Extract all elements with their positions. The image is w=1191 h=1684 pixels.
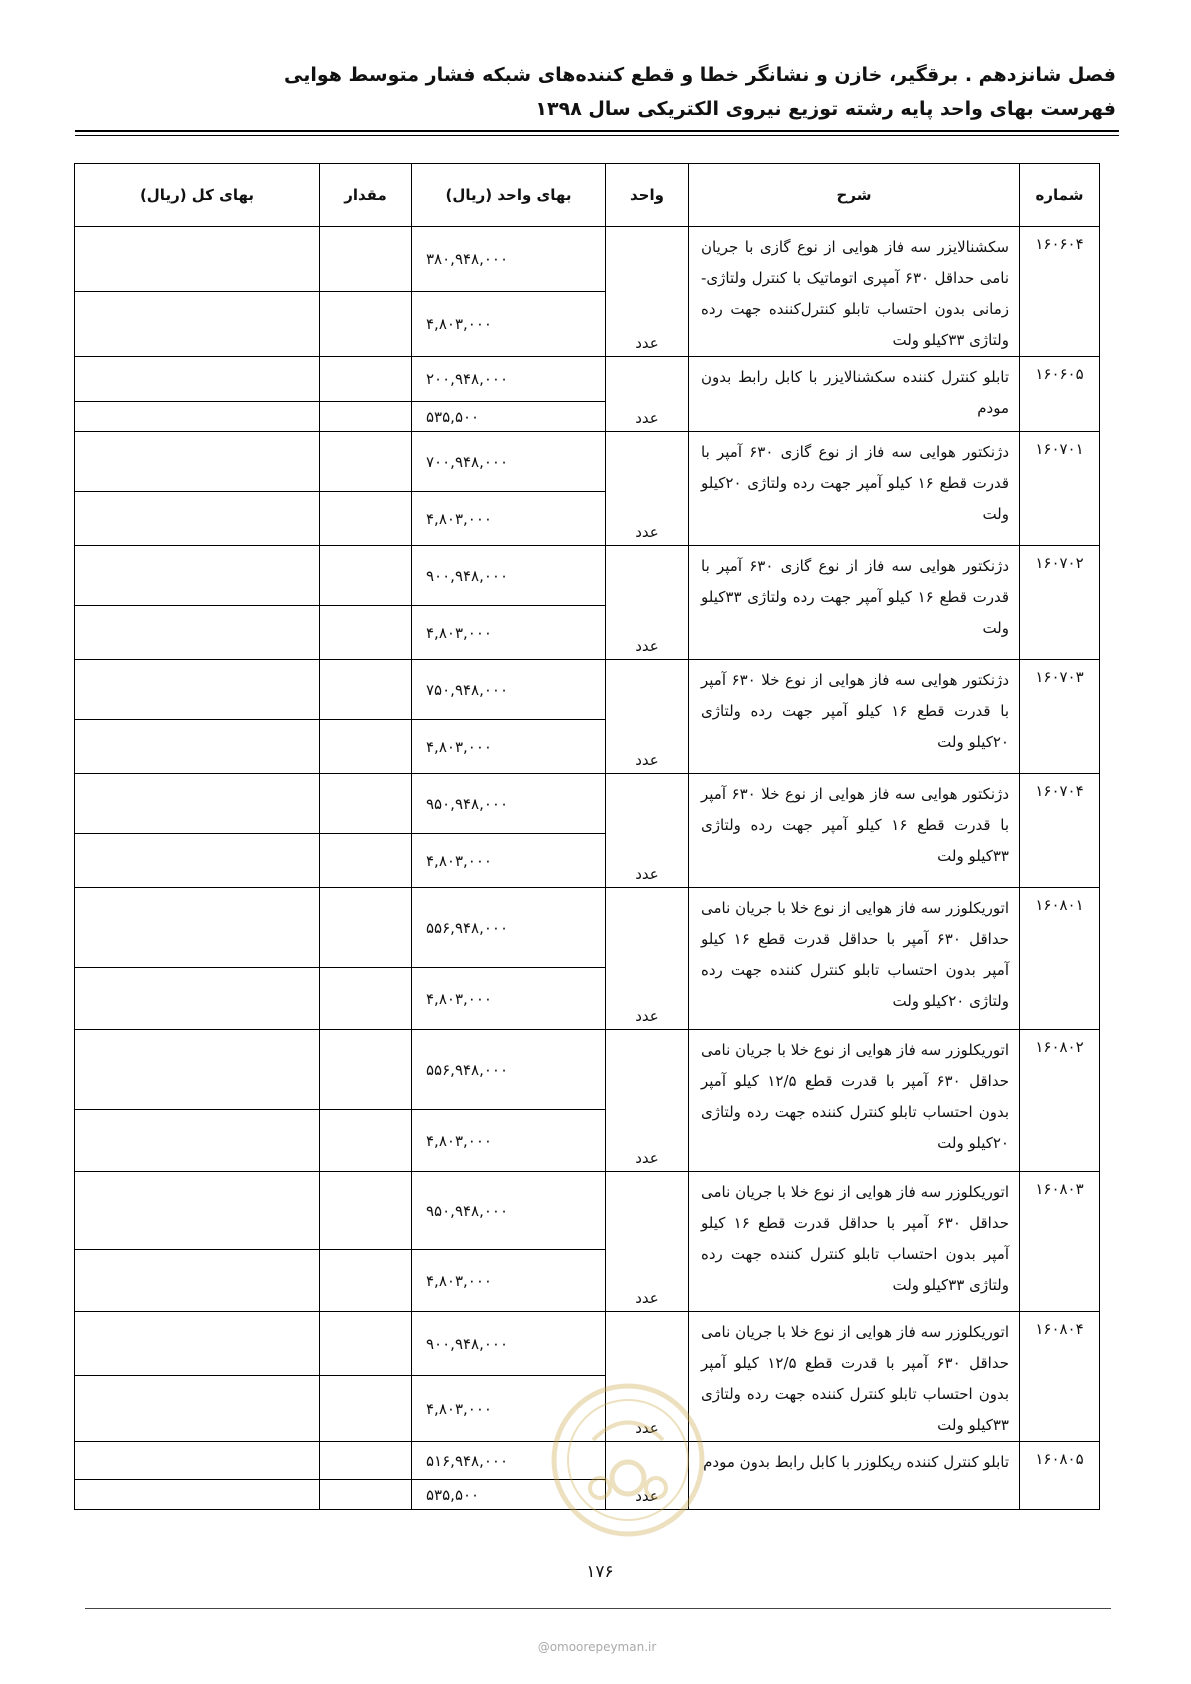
item-unit: عدد xyxy=(606,432,689,546)
header-total-price: بهای کل (ریال) xyxy=(75,164,320,227)
price-table xyxy=(74,163,1100,1510)
item-price-primary: ۵۵۶,۹۴۸,۰۰۰ xyxy=(412,1030,606,1110)
item-price-primary: ۵۵۶,۹۴۸,۰۰۰ xyxy=(412,888,606,968)
item-unit: عدد xyxy=(606,227,689,357)
header-unit: واحد xyxy=(606,164,689,227)
total-price-cell[interactable] xyxy=(75,432,320,492)
item-code: ۱۶۰۶۰۴ xyxy=(1020,227,1100,357)
total-price-cell[interactable] xyxy=(75,292,320,357)
table-header-row xyxy=(75,164,1100,227)
item-description: اتوریکلوزر سه فاز هوایی از نوع خلا با جریان نامی حداقل ۶۳۰ آمپر با قدرت قطع ۱۲/۵ کیلو آمپر بدون احتساب تابلو کنترل کننده جهت رده ولتاژی ۳۳کیلو ولت xyxy=(689,1312,1020,1442)
item-price-secondary: ۵۳۵,۵۰۰ xyxy=(412,1480,606,1510)
header-description: شرح xyxy=(689,164,1020,227)
item-price-primary: ۲۰۰,۹۴۸,۰۰۰ xyxy=(412,357,606,402)
header-code: شماره xyxy=(1020,164,1100,227)
item-code: ۱۶۰۸۰۲ xyxy=(1020,1030,1100,1172)
total-price-cell[interactable] xyxy=(75,1110,320,1172)
table-row xyxy=(75,1030,1100,1110)
quantity-cell[interactable] xyxy=(320,968,412,1030)
item-unit: عدد xyxy=(606,1172,689,1312)
item-description: تابلو کنترل کننده ریکلوزر با کابل رابط بدون مودم xyxy=(689,1442,1020,1510)
total-price-cell[interactable] xyxy=(75,1480,320,1510)
item-description: اتوریکلوزر سه فاز هوایی از نوع خلا با جریان نامی حداقل ۶۳۰ آمپر با حداقل قدرت قطع ۱۶ کیلو آمپر بدون احتساب تابلو کنترل کننده جهت رده ولتاژی ۳۳کیلو ولت xyxy=(689,1172,1020,1312)
item-price-secondary: ۴,۸۰۳,۰۰۰ xyxy=(412,834,606,888)
item-description: سکشنالایزر سه فاز هوایی از نوع گازی با جریان نامی حداقل ۶۳۰ آمپری اتوماتیک با کنترل ولتاژی- زمانی بدون احتساب تابلو کنترل‌کننده جهت رده ولتاژی ۳۳کیلو ولت xyxy=(689,227,1020,357)
item-unit: عدد xyxy=(606,1312,689,1442)
page-header xyxy=(56,58,1116,126)
item-price-secondary: ۴,۸۰۳,۰۰۰ xyxy=(412,1250,606,1312)
item-unit: عدد xyxy=(606,1442,689,1510)
total-price-cell[interactable] xyxy=(75,1172,320,1250)
item-price-secondary: ۴,۸۰۳,۰۰۰ xyxy=(412,1110,606,1172)
footer-rule xyxy=(85,1608,1111,1609)
quantity-cell[interactable] xyxy=(320,720,412,774)
item-price-secondary: ۴,۸۰۳,۰۰۰ xyxy=(412,720,606,774)
item-description: اتوریکلوزر سه فاز هوایی از نوع خلا با جریان نامی حداقل ۶۳۰ آمپر با حداقل قدرت قطع ۱۶ کیلو آمپر بدون احتساب تابلو کنترل کننده جهت رده ولتاژی ۲۰کیلو ولت xyxy=(689,888,1020,1030)
quantity-cell[interactable] xyxy=(320,402,412,432)
quantity-cell[interactable] xyxy=(320,546,412,606)
item-code: ۱۶۰۷۰۴ xyxy=(1020,774,1100,888)
item-description: دژنکتور هوایی سه فاز از نوع گازی ۶۳۰ آمپر با قدرت قطع ۱۶ کیلو آمپر جهت رده ولتاژی ۲۰کیلو ولت xyxy=(689,432,1020,546)
item-code: ۱۶۰۷۰۳ xyxy=(1020,660,1100,774)
total-price-cell[interactable] xyxy=(75,227,320,292)
table-row xyxy=(75,357,1100,402)
table-row xyxy=(75,227,1100,292)
item-description: اتوریکلوزر سه فاز هوایی از نوع خلا با جریان نامی حداقل ۶۳۰ آمپر با قدرت قطع ۱۲/۵ کیلو آمپر بدون احتساب تابلو کنترل کننده جهت رده ولتاژی ۲۰کیلو ولت xyxy=(689,1030,1020,1172)
item-price-primary: ۵۱۶,۹۴۸,۰۰۰ xyxy=(412,1442,606,1480)
item-price-secondary: ۴,۸۰۳,۰۰۰ xyxy=(412,606,606,660)
page-number: ۱۷۶ xyxy=(586,1562,614,1582)
quantity-cell[interactable] xyxy=(320,357,412,402)
total-price-cell[interactable] xyxy=(75,606,320,660)
table-row xyxy=(75,546,1100,606)
total-price-cell[interactable] xyxy=(75,357,320,402)
total-price-cell[interactable] xyxy=(75,888,320,968)
total-price-cell[interactable] xyxy=(75,402,320,432)
table-row xyxy=(75,888,1100,968)
quantity-cell[interactable] xyxy=(320,1172,412,1250)
quantity-cell[interactable] xyxy=(320,1312,412,1376)
item-price-secondary: ۵۳۵,۵۰۰ xyxy=(412,402,606,432)
header-rule-thin xyxy=(75,135,1119,136)
total-price-cell[interactable] xyxy=(75,546,320,606)
total-price-cell[interactable] xyxy=(75,1250,320,1312)
quantity-cell[interactable] xyxy=(320,1110,412,1172)
quantity-cell[interactable] xyxy=(320,292,412,357)
item-price-secondary: ۴,۸۰۳,۰۰۰ xyxy=(412,492,606,546)
total-price-cell[interactable] xyxy=(75,660,320,720)
item-price-primary: ۷۰۰,۹۴۸,۰۰۰ xyxy=(412,432,606,492)
quantity-cell[interactable] xyxy=(320,1250,412,1312)
item-unit: عدد xyxy=(606,357,689,432)
item-code: ۱۶۰۸۰۱ xyxy=(1020,888,1100,1030)
total-price-cell[interactable] xyxy=(75,1376,320,1442)
item-code: ۱۶۰۷۰۱ xyxy=(1020,432,1100,546)
total-price-cell[interactable] xyxy=(75,1030,320,1110)
table-row xyxy=(75,1312,1100,1376)
item-unit: عدد xyxy=(606,660,689,774)
item-price-secondary: ۴,۸۰۳,۰۰۰ xyxy=(412,292,606,357)
header-unit-price: بهای واحد (ریال) xyxy=(412,164,606,227)
item-price-primary: ۷۵۰,۹۴۸,۰۰۰ xyxy=(412,660,606,720)
item-code: ۱۶۰۸۰۴ xyxy=(1020,1312,1100,1442)
item-price-primary: ۳۸۰,۹۴۸,۰۰۰ xyxy=(412,227,606,292)
total-price-cell[interactable] xyxy=(75,492,320,546)
total-price-cell[interactable] xyxy=(75,1312,320,1376)
item-unit: عدد xyxy=(606,774,689,888)
seal-icon xyxy=(548,1380,708,1540)
total-price-cell[interactable] xyxy=(75,834,320,888)
quantity-cell[interactable] xyxy=(320,432,412,492)
quantity-cell[interactable] xyxy=(320,227,412,292)
table-row xyxy=(75,432,1100,492)
table-row xyxy=(75,660,1100,720)
header-rule-thick xyxy=(75,130,1119,132)
quantity-cell[interactable] xyxy=(320,888,412,968)
table-row xyxy=(75,1172,1100,1250)
item-unit: عدد xyxy=(606,1030,689,1172)
quantity-cell[interactable] xyxy=(320,660,412,720)
item-price-secondary: ۴,۸۰۳,۰۰۰ xyxy=(412,1376,606,1442)
item-description: دژنکتور هوایی سه فاز هوایی از نوع خلا ۶۳۰ آمپر با قدرت قطع ۱۶ کیلو آمپر جهت رده ولتاژی ۲۰کیلو ولت xyxy=(689,660,1020,774)
item-price-primary: ۹۵۰,۹۴۸,۰۰۰ xyxy=(412,1172,606,1250)
item-price-primary: ۹۵۰,۹۴۸,۰۰۰ xyxy=(412,774,606,834)
item-code: ۱۶۰۶۰۵ xyxy=(1020,357,1100,432)
quantity-cell[interactable] xyxy=(320,1480,412,1510)
quantity-cell[interactable] xyxy=(320,1376,412,1442)
quantity-cell[interactable] xyxy=(320,606,412,660)
quantity-cell[interactable] xyxy=(320,1030,412,1110)
quantity-cell[interactable] xyxy=(320,834,412,888)
table-row xyxy=(75,774,1100,834)
item-code: ۱۶۰۸۰۵ xyxy=(1020,1442,1100,1510)
total-price-cell[interactable] xyxy=(75,1442,320,1480)
item-description: دژنکتور هوایی سه فاز هوایی از نوع خلا ۶۳۰ آمپر با قدرت قطع ۱۶ کیلو آمپر جهت رده ولتاژی ۳۳کیلو ولت xyxy=(689,774,1020,888)
total-price-cell[interactable] xyxy=(75,774,320,834)
item-price-primary: ۹۰۰,۹۴۸,۰۰۰ xyxy=(412,546,606,606)
item-unit: عدد xyxy=(606,546,689,660)
item-unit: عدد xyxy=(606,888,689,1030)
item-price-secondary: ۴,۸۰۳,۰۰۰ xyxy=(412,968,606,1030)
total-price-cell[interactable] xyxy=(75,968,320,1030)
price-list-title: فهرست بهای واحد پایه رشته توزیع نیروی الکتریکی سال ۱۳۹۸ xyxy=(535,98,1116,120)
chapter-title: فصل شانزدهم . برقگیر، خازن و نشانگر خطا و قطع کننده‌های شبکه فشار متوسط هوایی xyxy=(283,64,1116,86)
item-description: تابلو کنترل کننده سکشنالایزر با کابل رابط بدون مودم xyxy=(689,357,1020,432)
total-price-cell[interactable] xyxy=(75,720,320,774)
quantity-cell[interactable] xyxy=(320,774,412,834)
header-quantity: مقدار xyxy=(320,164,412,227)
item-price-primary: ۹۰۰,۹۴۸,۰۰۰ xyxy=(412,1312,606,1376)
quantity-cell[interactable] xyxy=(320,1442,412,1480)
quantity-cell[interactable] xyxy=(320,492,412,546)
item-description: دژنکتور هوایی سه فاز از نوع گازی ۶۳۰ آمپر با قدرت قطع ۱۶ کیلو آمپر جهت رده ولتاژی ۳۳کیلو ولت xyxy=(689,546,1020,660)
footer-watermark-text: @omoorepeyman.ir xyxy=(537,1640,657,1654)
item-code: ۱۶۰۷۰۲ xyxy=(1020,546,1100,660)
item-code: ۱۶۰۸۰۳ xyxy=(1020,1172,1100,1312)
